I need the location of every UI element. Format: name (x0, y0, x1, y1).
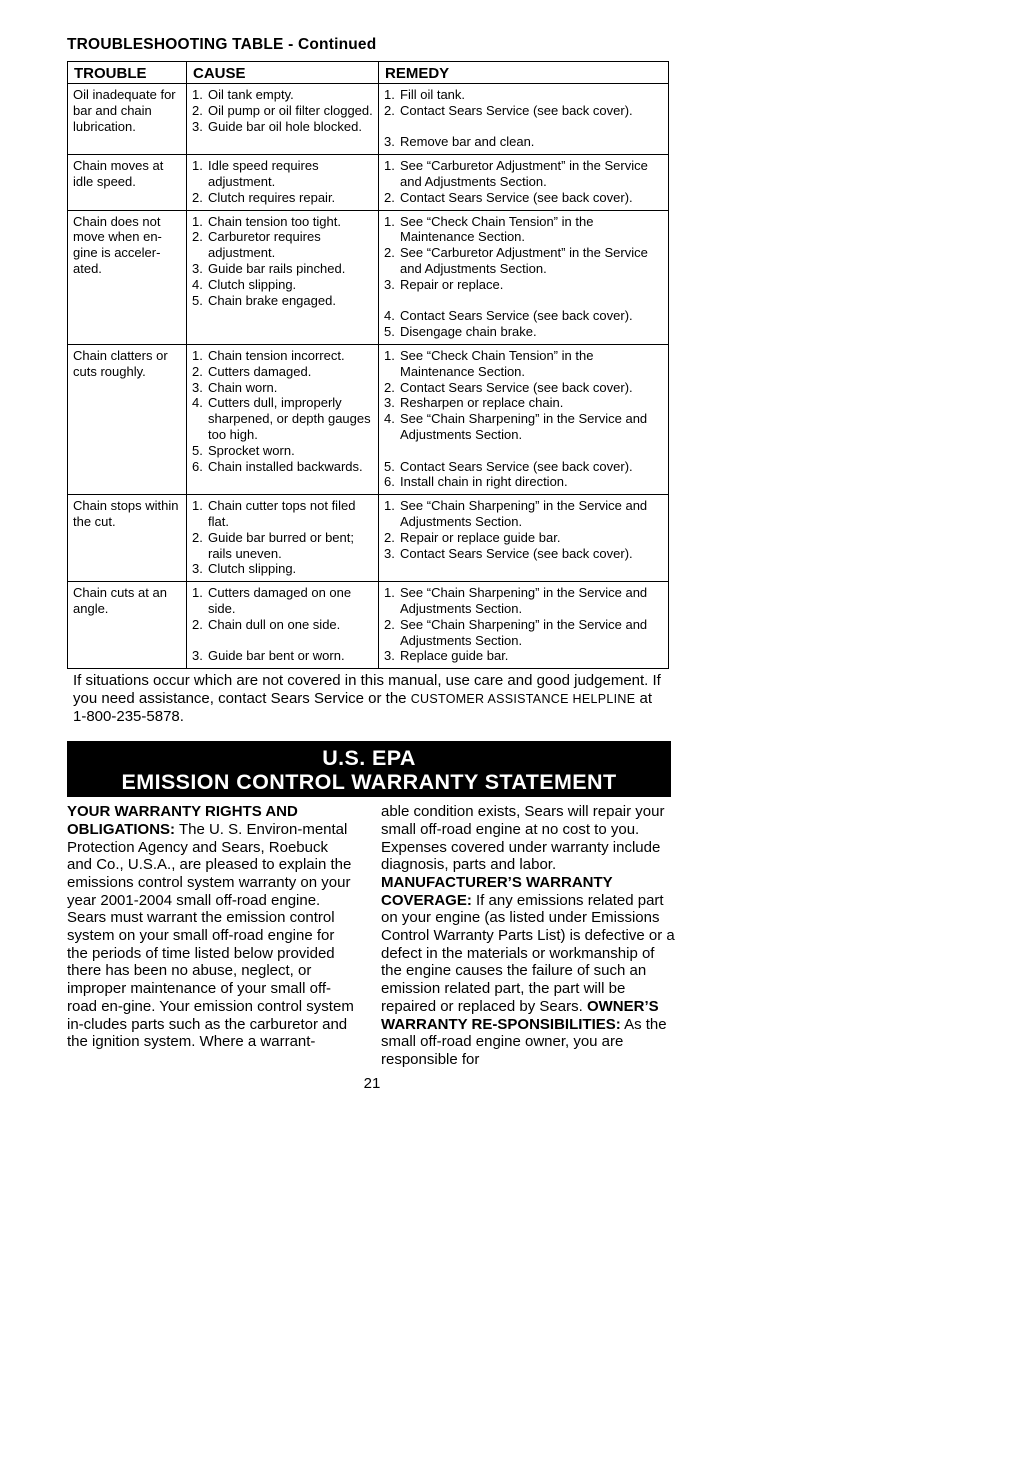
remedy-item (384, 87, 663, 103)
cause-item (192, 87, 373, 103)
item-text: See “Chain Sharpening” in the Service and Adjustments Section. (400, 411, 648, 442)
remedy-cell (379, 210, 669, 344)
remedy-item (384, 324, 663, 340)
item-text: Sprocket worn. (208, 442, 295, 458)
item-text: Contact Sears Service (see back cover). (400, 545, 633, 561)
table-row (68, 84, 669, 155)
page-number: 21 (363, 1074, 381, 1092)
table-header-row (68, 62, 669, 84)
item-text: Chain tension too tight. (208, 213, 341, 229)
cause-item (192, 158, 373, 190)
item-text: Oil pump or oil filter clogged. (208, 102, 373, 118)
note-text: If situations occur which are not covered in this manual, use care and good judgement. If you need assistance, contact Sears Service or the (73, 672, 661, 708)
warranty-column-right (381, 803, 677, 1069)
item-text: See “Carburetor Adjustment” in the Service and Adjustments Section. (400, 158, 648, 189)
item-number: 2. (384, 102, 395, 118)
item-text: Repair or replace. (400, 276, 504, 292)
item-number: 2. (384, 529, 395, 545)
remedy-item (384, 103, 663, 119)
item-number: 6. (384, 474, 395, 490)
item-number: 1. (384, 158, 395, 174)
remedy-item (384, 308, 663, 324)
item-text: Contact Sears Service (see back cover). (400, 189, 633, 205)
banner-line-1: U.S. EPA (322, 746, 416, 771)
item-number: 3. (384, 134, 395, 150)
warranty-column-left (67, 803, 357, 1069)
item-number: 1. (192, 585, 203, 601)
item-text: Fill oil tank. (400, 87, 466, 102)
warranty-columns (67, 803, 677, 1069)
item-number: 2. (192, 616, 203, 632)
item-text: Contact Sears Service (see back cover). (400, 308, 633, 324)
remedy-item (384, 245, 663, 277)
cause-item (192, 395, 373, 442)
rights-text-part-2: able condition exists, Sears will repair your small off-road engine at no cost to you. Expenses covered under warranty include diagnosis, parts and labor. (381, 803, 665, 874)
item-text: See “Chain Sharpening” in the Service and Adjustments Section. (400, 585, 648, 616)
cause-item (192, 459, 373, 475)
item-text: Replace guide bar. (400, 648, 509, 664)
rights-heading: YOUR WARRANTY RIGHTS AND OBLIGATIONS: (67, 803, 298, 838)
item-text: Guide bar oil hole blocked. (208, 118, 362, 134)
item-text: Resharpen or replace chain. (400, 395, 564, 411)
table-row (68, 582, 669, 669)
item-number: 1. (192, 87, 203, 102)
item-number: 5. (384, 458, 395, 474)
item-number: 2. (384, 616, 395, 632)
item-text: Contact Sears Service (see back cover). (400, 458, 633, 474)
cause-cell (187, 155, 379, 210)
item-number: 3. (192, 561, 203, 577)
item-number: 2. (192, 102, 203, 118)
remedy-item (384, 277, 663, 293)
item-text: Chain cutter tops not filed flat. (208, 498, 356, 529)
cause-item (192, 380, 373, 396)
item-number: 4. (384, 308, 395, 324)
item-number: 3. (384, 648, 395, 664)
item-number: 1. (384, 87, 395, 102)
item-text: Cutters damaged on one side. (208, 585, 352, 616)
trouble-cell: Oil inadequate for bar and chain lubrication. (68, 84, 187, 155)
cause-item (192, 261, 373, 277)
cause-item (192, 190, 373, 206)
item-number: 4. (384, 411, 395, 427)
coverage-heading: MANUFACTURER’S WARRANTY COVERAGE: (381, 873, 613, 909)
item-number: 2. (192, 529, 203, 545)
remedy-item (384, 348, 663, 380)
trouble-cell: Chain clatters or cuts roughly. (68, 344, 187, 494)
item-number: 3. (192, 118, 203, 134)
item-number: 3. (384, 545, 395, 561)
item-text: Contact Sears Service (see back cover). (400, 379, 633, 395)
remedy-cell (379, 495, 669, 582)
remedy-item (384, 158, 663, 190)
item-text: Chain worn. (208, 379, 278, 395)
remedy-cell (379, 155, 669, 210)
table-row (68, 495, 669, 582)
item-text: See “Check Chain Tension” in the Maintenance Section. (400, 347, 594, 379)
trouble-cell: Chain does not move when en-gine is acceler-ated. (68, 210, 187, 344)
item-number: 1. (192, 213, 203, 229)
cause-item (192, 348, 373, 364)
header-cause: CAUSE (187, 62, 379, 84)
cause-item (192, 648, 373, 664)
item-text: See “Carburetor Adjustment” in the Service and Adjustments Section. (400, 245, 648, 276)
cause-cell (187, 210, 379, 344)
remedy-item (384, 411, 663, 443)
remedy-item (384, 380, 663, 396)
cause-item (192, 530, 373, 562)
item-number: 2. (384, 245, 395, 261)
cause-cell (187, 84, 379, 155)
item-text: Contact Sears Service (see back cover). (400, 102, 633, 118)
remedy-item (384, 617, 663, 649)
remedy-cell (379, 84, 669, 155)
cause-item (192, 214, 373, 230)
helpline-phone: at 1-800-235-5878. (73, 690, 653, 726)
cause-cell (187, 495, 379, 582)
cause-item (192, 443, 373, 459)
remedy-cell (379, 582, 669, 669)
cause-item (192, 229, 373, 261)
trouble-cell: Chain stops within the cut. (68, 495, 187, 582)
item-number: 1. (384, 498, 395, 514)
header-remedy: REMEDY (379, 62, 669, 84)
item-text: Oil tank empty. (208, 87, 294, 102)
item-number: 2. (384, 189, 395, 205)
rights-text-part-1: The U. S. Environ-mental Protection Agency and Sears, Roebuck and Co., U.S.A., are pleased to explain the emissions control system warranty on your year 2001-2004 small off-road engine. Sears must warrant the emission control system on your small off-road engine for the periods of time listed below provided there has been no abuse, neglect, or improper maintenance of your small off-road en-gine. Your emission control system in-cludes parts such as the carburetor and the ignition system. Where a warrant- (67, 820, 354, 1051)
cause-item (192, 364, 373, 380)
banner-line-2: EMISSION CONTROL WARRANTY STATEMENT (121, 770, 617, 795)
item-text: Install chain in right direction. (400, 474, 568, 490)
item-number: 1. (192, 158, 203, 174)
item-number: 5. (384, 324, 395, 340)
remedy-item (384, 214, 663, 246)
item-text: See “Chain Sharpening” in the Service and Adjustments Section. (400, 498, 648, 529)
item-number: 3. (192, 260, 203, 276)
item-number: 3. (384, 276, 395, 292)
item-text: Clutch requires repair. (208, 189, 336, 205)
item-text: Disengage chain brake. (400, 324, 537, 340)
cause-cell (187, 582, 379, 669)
table-row (68, 210, 669, 344)
cause-item (192, 498, 373, 530)
item-text: Remove bar and clean. (400, 134, 535, 150)
item-text: Clutch slipping. (208, 276, 297, 292)
item-number: 1. (384, 347, 395, 363)
remedy-item (384, 546, 663, 562)
remedy-item (384, 498, 663, 530)
coverage-text: If any emissions related part on your engine (as listed under Emissions Control Warranty Parts List) is defective or a defect in the materials or workmanship of the engine causes the failure of such an emission related part, the part will be repaired or replaced by Sears. (381, 891, 675, 1015)
owner-text: As the small off-road engine owner, you are responsible for (381, 1015, 667, 1068)
page-heading: TROUBLESHOOTING TABLE - Continued (67, 36, 377, 53)
item-text: See “Chain Sharpening” in the Service and Adjustments Section. (400, 616, 648, 648)
item-text: Repair or replace guide bar. (400, 529, 561, 545)
item-text: Carburetor requires adjustment. (208, 229, 321, 261)
item-number: 3. (192, 648, 203, 664)
item-number: 5. (192, 442, 203, 458)
trouble-cell: Chain moves at idle speed. (68, 155, 187, 210)
cause-item (192, 277, 373, 293)
epa-banner (67, 741, 671, 797)
trouble-cell: Chain cuts at an angle. (68, 582, 187, 669)
item-text: Cutters damaged. (208, 363, 312, 379)
item-number: 2. (192, 189, 203, 205)
item-number: 5. (192, 292, 203, 308)
item-text: Guide bar burred or bent; rails uneven. (208, 529, 354, 561)
item-number: 2. (384, 379, 395, 395)
remedy-item (384, 530, 663, 546)
cause-item (192, 103, 373, 119)
cause-item (192, 585, 373, 617)
item-text: Chain brake engaged. (208, 292, 336, 308)
item-text: Clutch slipping. (208, 561, 297, 577)
item-number: 1. (384, 213, 395, 229)
item-number: 4. (192, 276, 203, 292)
cause-item (192, 293, 373, 309)
cause-cell (187, 344, 379, 494)
item-number: 3. (192, 379, 203, 395)
item-text: Chain dull on one side. (208, 616, 341, 632)
remedy-cell (379, 344, 669, 494)
cause-item (192, 617, 373, 633)
item-number: 1. (384, 585, 395, 601)
manual-page (67, 36, 675, 1092)
remedy-item (384, 648, 663, 664)
item-number: 1. (192, 347, 203, 363)
troubleshooting-table (67, 61, 669, 669)
cause-item (192, 561, 373, 577)
remedy-item (384, 459, 663, 475)
remedy-item (384, 585, 663, 617)
item-text: Guide bar rails pinched. (208, 260, 346, 276)
helpline-name: CUSTOMER ASSISTANCE HELPLINE (410, 692, 636, 707)
item-number: 2. (192, 229, 203, 245)
header-trouble: TROUBLE (68, 62, 187, 84)
item-number: 6. (192, 458, 203, 474)
item-text: Idle speed requires adjustment. (208, 158, 319, 189)
item-number: 2. (192, 363, 203, 379)
item-text: See “Check Chain Tension” in the Maintenance Section. (400, 213, 594, 245)
item-number: 4. (192, 395, 203, 411)
item-text: Guide bar bent or worn. (208, 648, 345, 664)
remedy-item (384, 474, 663, 490)
item-number: 1. (192, 498, 203, 514)
cause-item (192, 119, 373, 135)
remedy-item (384, 134, 663, 150)
owner-heading: OWNER’S WARRANTY RE-SPONSIBILITIES: (381, 997, 659, 1033)
assistance-note (73, 672, 663, 726)
remedy-item (384, 190, 663, 206)
item-number: 3. (384, 395, 395, 411)
item-text: Cutters dull, improperly sharpened, or depth gauges too high. (208, 395, 371, 442)
remedy-item (384, 395, 663, 411)
table-row (68, 155, 669, 210)
item-text: Chain tension incorrect. (208, 347, 345, 363)
table-row (68, 344, 669, 494)
item-text: Chain installed backwards. (208, 458, 363, 474)
